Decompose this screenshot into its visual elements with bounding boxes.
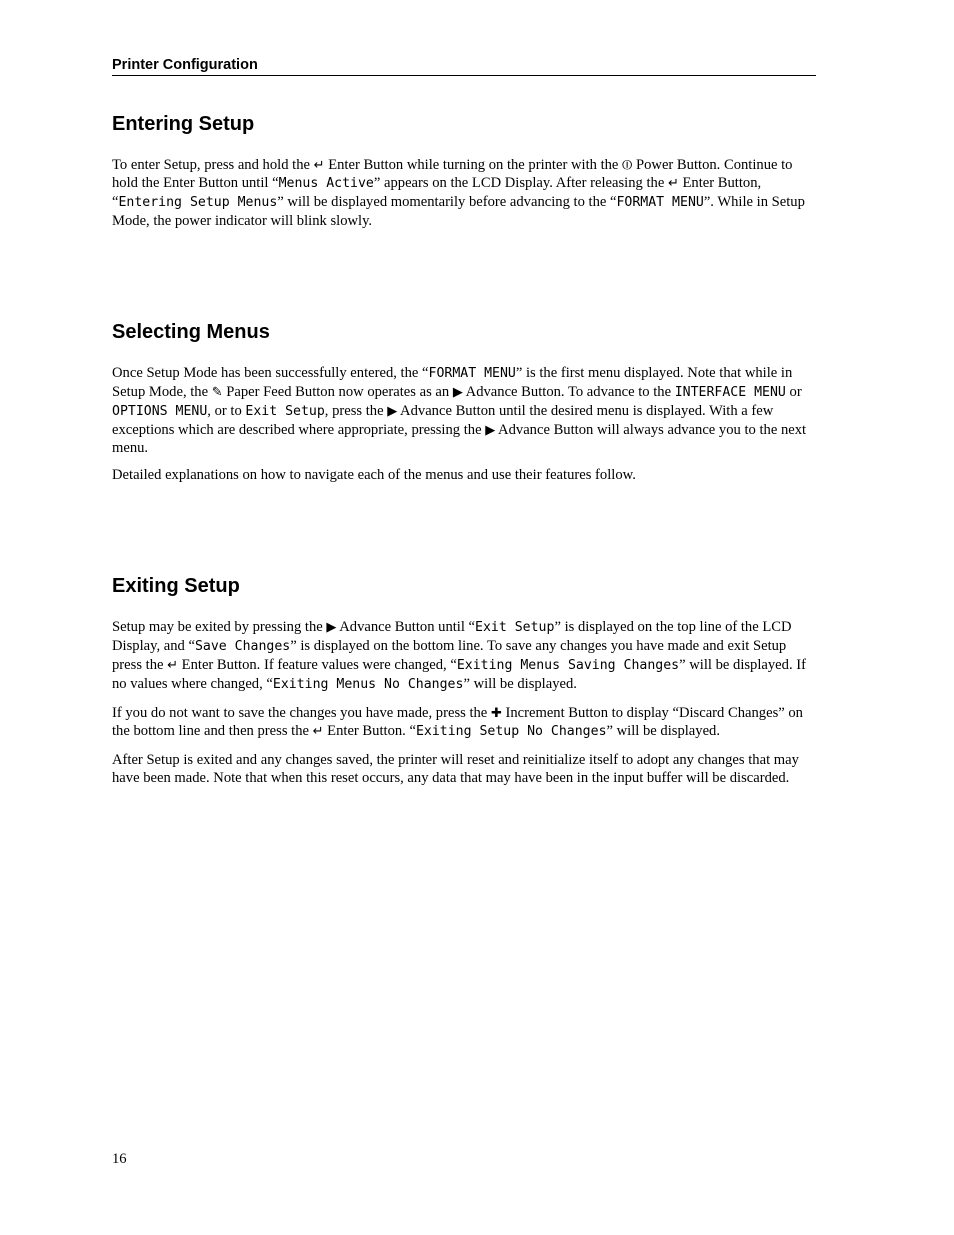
lcd-text: FORMAT MENU <box>616 195 704 210</box>
lcd-text: Entering Setup Menus <box>118 195 278 210</box>
lcd-text: Menus Active <box>278 176 374 191</box>
paragraph: After Setup is exited and any changes saved, the printer will reset and reinitialize itself to adopt any changes that may have been made. Note that when this reset occurs, any data that may have been in the input buffer will be discarded. <box>112 752 799 786</box>
increment-icon: ✚ <box>490 706 502 721</box>
enter-icon: ↵ <box>312 724 324 739</box>
running-header: Printer Configuration <box>112 56 816 76</box>
enter-icon: ↵ <box>313 158 325 173</box>
lcd-text: OPTIONS MENU <box>112 404 208 419</box>
lcd-text: Exiting Menus Saving Changes <box>456 658 680 673</box>
lcd-text: Save Changes <box>194 639 291 654</box>
lcd-text: Exiting Setup No Changes <box>415 724 607 739</box>
page-number: 16 <box>112 1151 127 1167</box>
section-entering-setup <box>112 112 816 230</box>
section-title: Entering Setup <box>112 113 255 135</box>
section-title: Exiting Setup <box>112 575 240 597</box>
advance-icon: ▶ <box>452 385 463 400</box>
advance-icon: ▶ <box>326 620 337 635</box>
lcd-text: Exit Setup <box>475 620 555 635</box>
paper-feed-icon: ✎ <box>211 385 223 400</box>
enter-icon: ↵ <box>667 176 679 191</box>
paragraph: Setup may be exited by pressing the ▶ Advance Button until “Exit Setup” is displayed on the top line of the LCD Display, and “Save Changes” is displayed on the bottom line. To save any changes you have made and exit Setup press the ↵ Enter Button. If feature values were changed, “Exiting Menus Saving Changes” will be displayed. If no values where changed, “Exiting Menus No Changes” will be displayed. <box>112 619 806 692</box>
lcd-text: Exiting Menus No Changes <box>272 677 464 692</box>
lcd-text: Exit Setup <box>245 404 325 419</box>
power-icon: ⏼ <box>622 158 633 173</box>
section-selecting-menus <box>112 320 816 484</box>
enter-icon: ↵ <box>167 658 179 673</box>
section-exiting-setup <box>112 574 816 787</box>
advance-icon: ▶ <box>387 404 398 419</box>
paragraph: To enter Setup, press and hold the ↵ Enter Button while turning on the printer with the ⏼ Power Button. Continue to hold the Enter Button until “Menus Active” appears on the LCD Display. After releasing the ↵ Enter Button, “Entering Setup Menus” will be displayed momentarily before advancing to the “FORMAT MENU”. While in Setup Mode, the power indicator will blink slowly. <box>112 157 805 229</box>
lcd-text: FORMAT MENU <box>428 366 516 381</box>
paragraph: Once Setup Mode has been successfully entered, the “FORMAT MENU” is the first menu displayed. Note that while in Setup Mode, the ✎ Paper Feed Button now operates as an ▶ Advance Button. To advance to the INTERFACE MENU or OPTIONS MENU, or to Exit Setup, press the ▶ Advance Button until the desired menu is displayed. With a few exceptions which are described where appropriate, pressing the ▶ Advance Button will always advance you to the next menu. <box>112 365 807 456</box>
lcd-text: INTERFACE MENU <box>674 385 786 400</box>
advance-icon: ▶ <box>485 423 496 438</box>
paragraph: If you do not want to save the changes you have made, press the ✚ Increment Button to display “Discard Changes” on the bottom line and then press the ↵ Enter Button. “Exiting Setup No Changes” will be displayed. <box>112 705 803 739</box>
section-title: Selecting Menus <box>112 321 270 343</box>
paragraph: Detailed explanations on how to navigate each of the menus and use their features follow. <box>112 467 636 483</box>
